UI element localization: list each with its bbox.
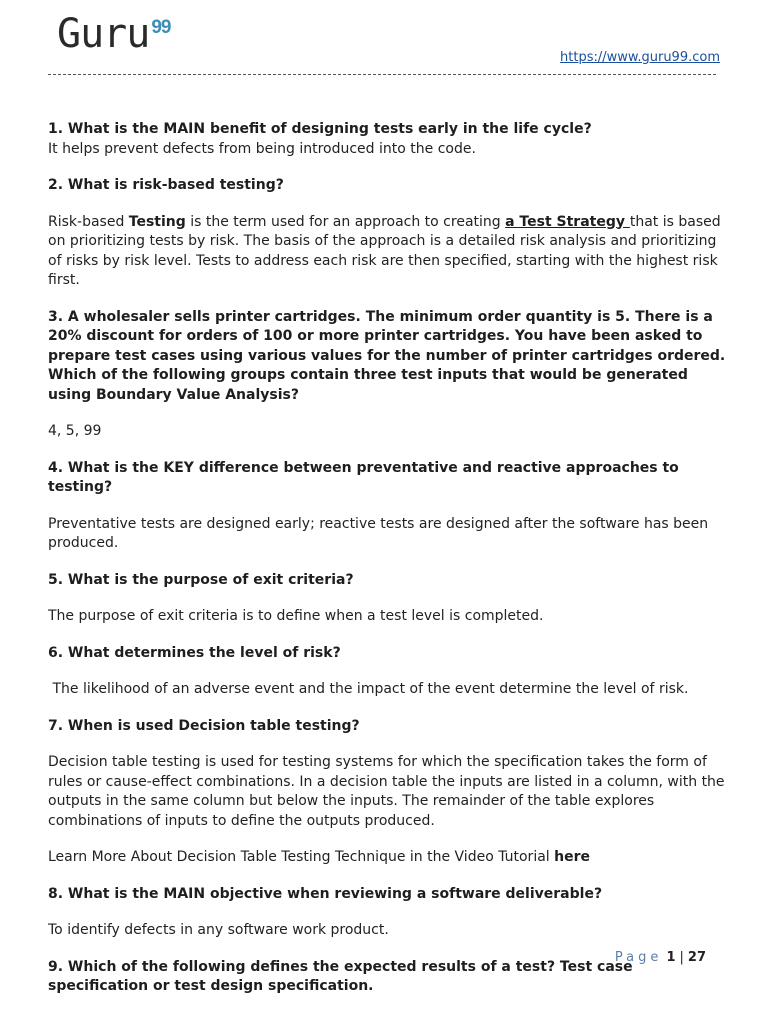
- answer-1: It helps prevent defects from being introduced into the code.: [48, 140, 476, 157]
- answer-2-text-a: Risk-based: [48, 213, 129, 230]
- answer-4: Preventative tests are designed early; reactive tests are designed after the software has been produced.: [48, 515, 709, 551]
- site-url-link[interactable]: https://www.guru99.com: [560, 50, 720, 65]
- answer-2: [48, 213, 728, 291]
- answer-3: 4, 5, 99: [48, 423, 102, 439]
- document-body: [48, 120, 728, 997]
- page-label: Page: [614, 950, 663, 965]
- logo-text: Guru: [57, 11, 150, 57]
- here-link[interactable]: here: [554, 849, 591, 865]
- answer-2-text-c: that is based on prioritizing tests by risk. The basis of the approach is a detailed risk analysis and prioritizing of risks by risk level. Tests to address each risk are then specified, starting with the highest risk first.: [48, 213, 721, 288]
- answer-5: The purpose of exit criteria is to define when a test level is completed.: [48, 608, 544, 624]
- total-pages: 27: [687, 950, 706, 965]
- question-1: 1. What is the MAIN benefit of designing tests early in the life cycle?: [48, 121, 592, 137]
- testing-link[interactable]: Testing: [128, 213, 186, 230]
- question-8: 8. What is the MAIN objective when reviewing a software deliverable?: [48, 885, 603, 902]
- question-7: 7. When is used Decision table testing?: [48, 717, 360, 734]
- page-footer: [615, 950, 706, 965]
- header-divider: [48, 74, 716, 75]
- question-2: 2. What is risk-based testing?: [48, 177, 284, 193]
- page-number: 1: [666, 950, 676, 965]
- question-5: 5. What is the purpose of exit criteria?: [48, 571, 354, 588]
- logo-superscript: 99: [151, 17, 171, 38]
- answer-7: Decision table testing is used for testing systems for which the specification takes the form of rules or cause-effect combinations. In a decision table the inputs are listed in a column, with the outputs in the same column but below the inputs. The remainder of the table explores combinations of inputs to define the outputs produced.: [48, 754, 725, 829]
- question-4: 4. What is the KEY difference between preventative and reactive approaches to testing?: [48, 459, 679, 495]
- page-separator: |: [679, 950, 684, 965]
- learn-more-line: [48, 848, 728, 868]
- learn-more-text: Learn More About Decision Table Testing Technique in the Video Tutorial: [48, 849, 555, 865]
- answer-6: The likelihood of an adverse event and the impact of the event determine the level of risk.: [48, 681, 689, 697]
- question-9: 9. Which of the following defines the expected results of a test? Test case specification or test design specification.: [48, 958, 633, 994]
- guru99-logo[interactable]: [57, 11, 171, 57]
- question-3: 3. A wholesaler sells printer cartridges. The minimum order quantity is 5. There is a 20% discount for orders of 100 or more printer cartridges. You have been asked to prepare test cases using various values for the number of printer cartridges ordered. Which of the following groups contain three test inputs that would be generated using Boundary Value Analysis?: [48, 308, 726, 403]
- test-strategy-link[interactable]: a Test Strategy: [505, 213, 630, 230]
- answer-8: To identify defects in any software work product.: [48, 922, 389, 938]
- answer-2-text-b: is the term used for an approach to creating: [185, 213, 506, 230]
- question-6: 6. What determines the level of risk?: [48, 644, 341, 661]
